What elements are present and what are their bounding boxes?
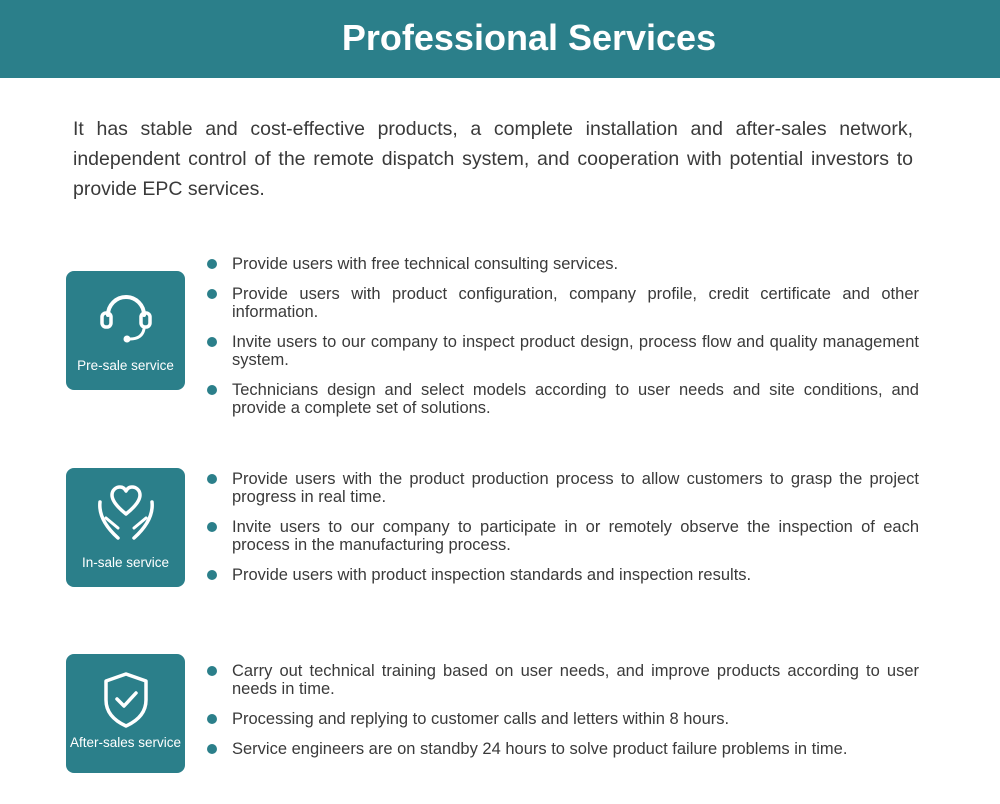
pre-sale-card xyxy=(66,271,185,390)
after-sales-label: After-sales service xyxy=(69,735,182,750)
in-sale-list xyxy=(205,470,919,584)
list-item: Provide users with product inspection standards and inspection results. xyxy=(205,566,919,584)
list-item: Processing and replying to customer calls and letters within 8 hours. xyxy=(205,710,919,728)
bullet-icon xyxy=(207,522,217,532)
bullet-icon xyxy=(207,385,217,395)
list-item: Carry out technical training based on user needs, and improve products according to user needs in time. xyxy=(205,662,919,698)
in-sale-card xyxy=(66,468,185,587)
pre-sale-label: Pre-sale service xyxy=(77,358,174,373)
header-banner xyxy=(0,0,1000,78)
list-item: Invite users to our company to participate in or remotely observe the inspection of each process in the manufacturing process. xyxy=(205,518,919,554)
page-title: Professional Services xyxy=(341,17,717,58)
bullet-icon xyxy=(207,666,217,676)
bullet-icon xyxy=(207,570,217,580)
list-item: Provide users with free technical consulting services. xyxy=(205,255,919,273)
bullet-icon xyxy=(207,259,217,269)
list-item: Provide users with the product production process to allow customers to grasp the project progress in real time. xyxy=(205,470,919,506)
bullet-icon xyxy=(207,337,217,347)
bullet-icon xyxy=(207,744,217,754)
bullet-icon xyxy=(207,474,217,484)
after-sales-list xyxy=(205,662,919,758)
bullet-icon xyxy=(207,714,217,724)
headset-icon xyxy=(66,283,185,352)
hands-heart-icon xyxy=(66,480,185,549)
list-item: Invite users to our company to inspect product design, process flow and quality management system. xyxy=(205,333,919,369)
shield-check-icon xyxy=(66,668,185,737)
pre-sale-list xyxy=(205,255,919,417)
bullet-icon xyxy=(207,289,217,299)
in-sale-label: In-sale service xyxy=(81,555,170,570)
after-sales-card xyxy=(66,654,185,773)
list-item: Service engineers are on standby 24 hours to solve product failure problems in time. xyxy=(205,740,919,758)
list-item: Provide users with product configuration, company profile, credit certificate and other information. xyxy=(205,285,919,321)
list-item: Technicians design and select models according to user needs and site conditions, and provide a complete set of solutions. xyxy=(205,381,919,417)
intro-paragraph: It has stable and cost-effective products, a complete installation and after-sales network, independent control of the remote dispatch system, and cooperation with potential investors to provide EPC services. xyxy=(73,118,913,200)
